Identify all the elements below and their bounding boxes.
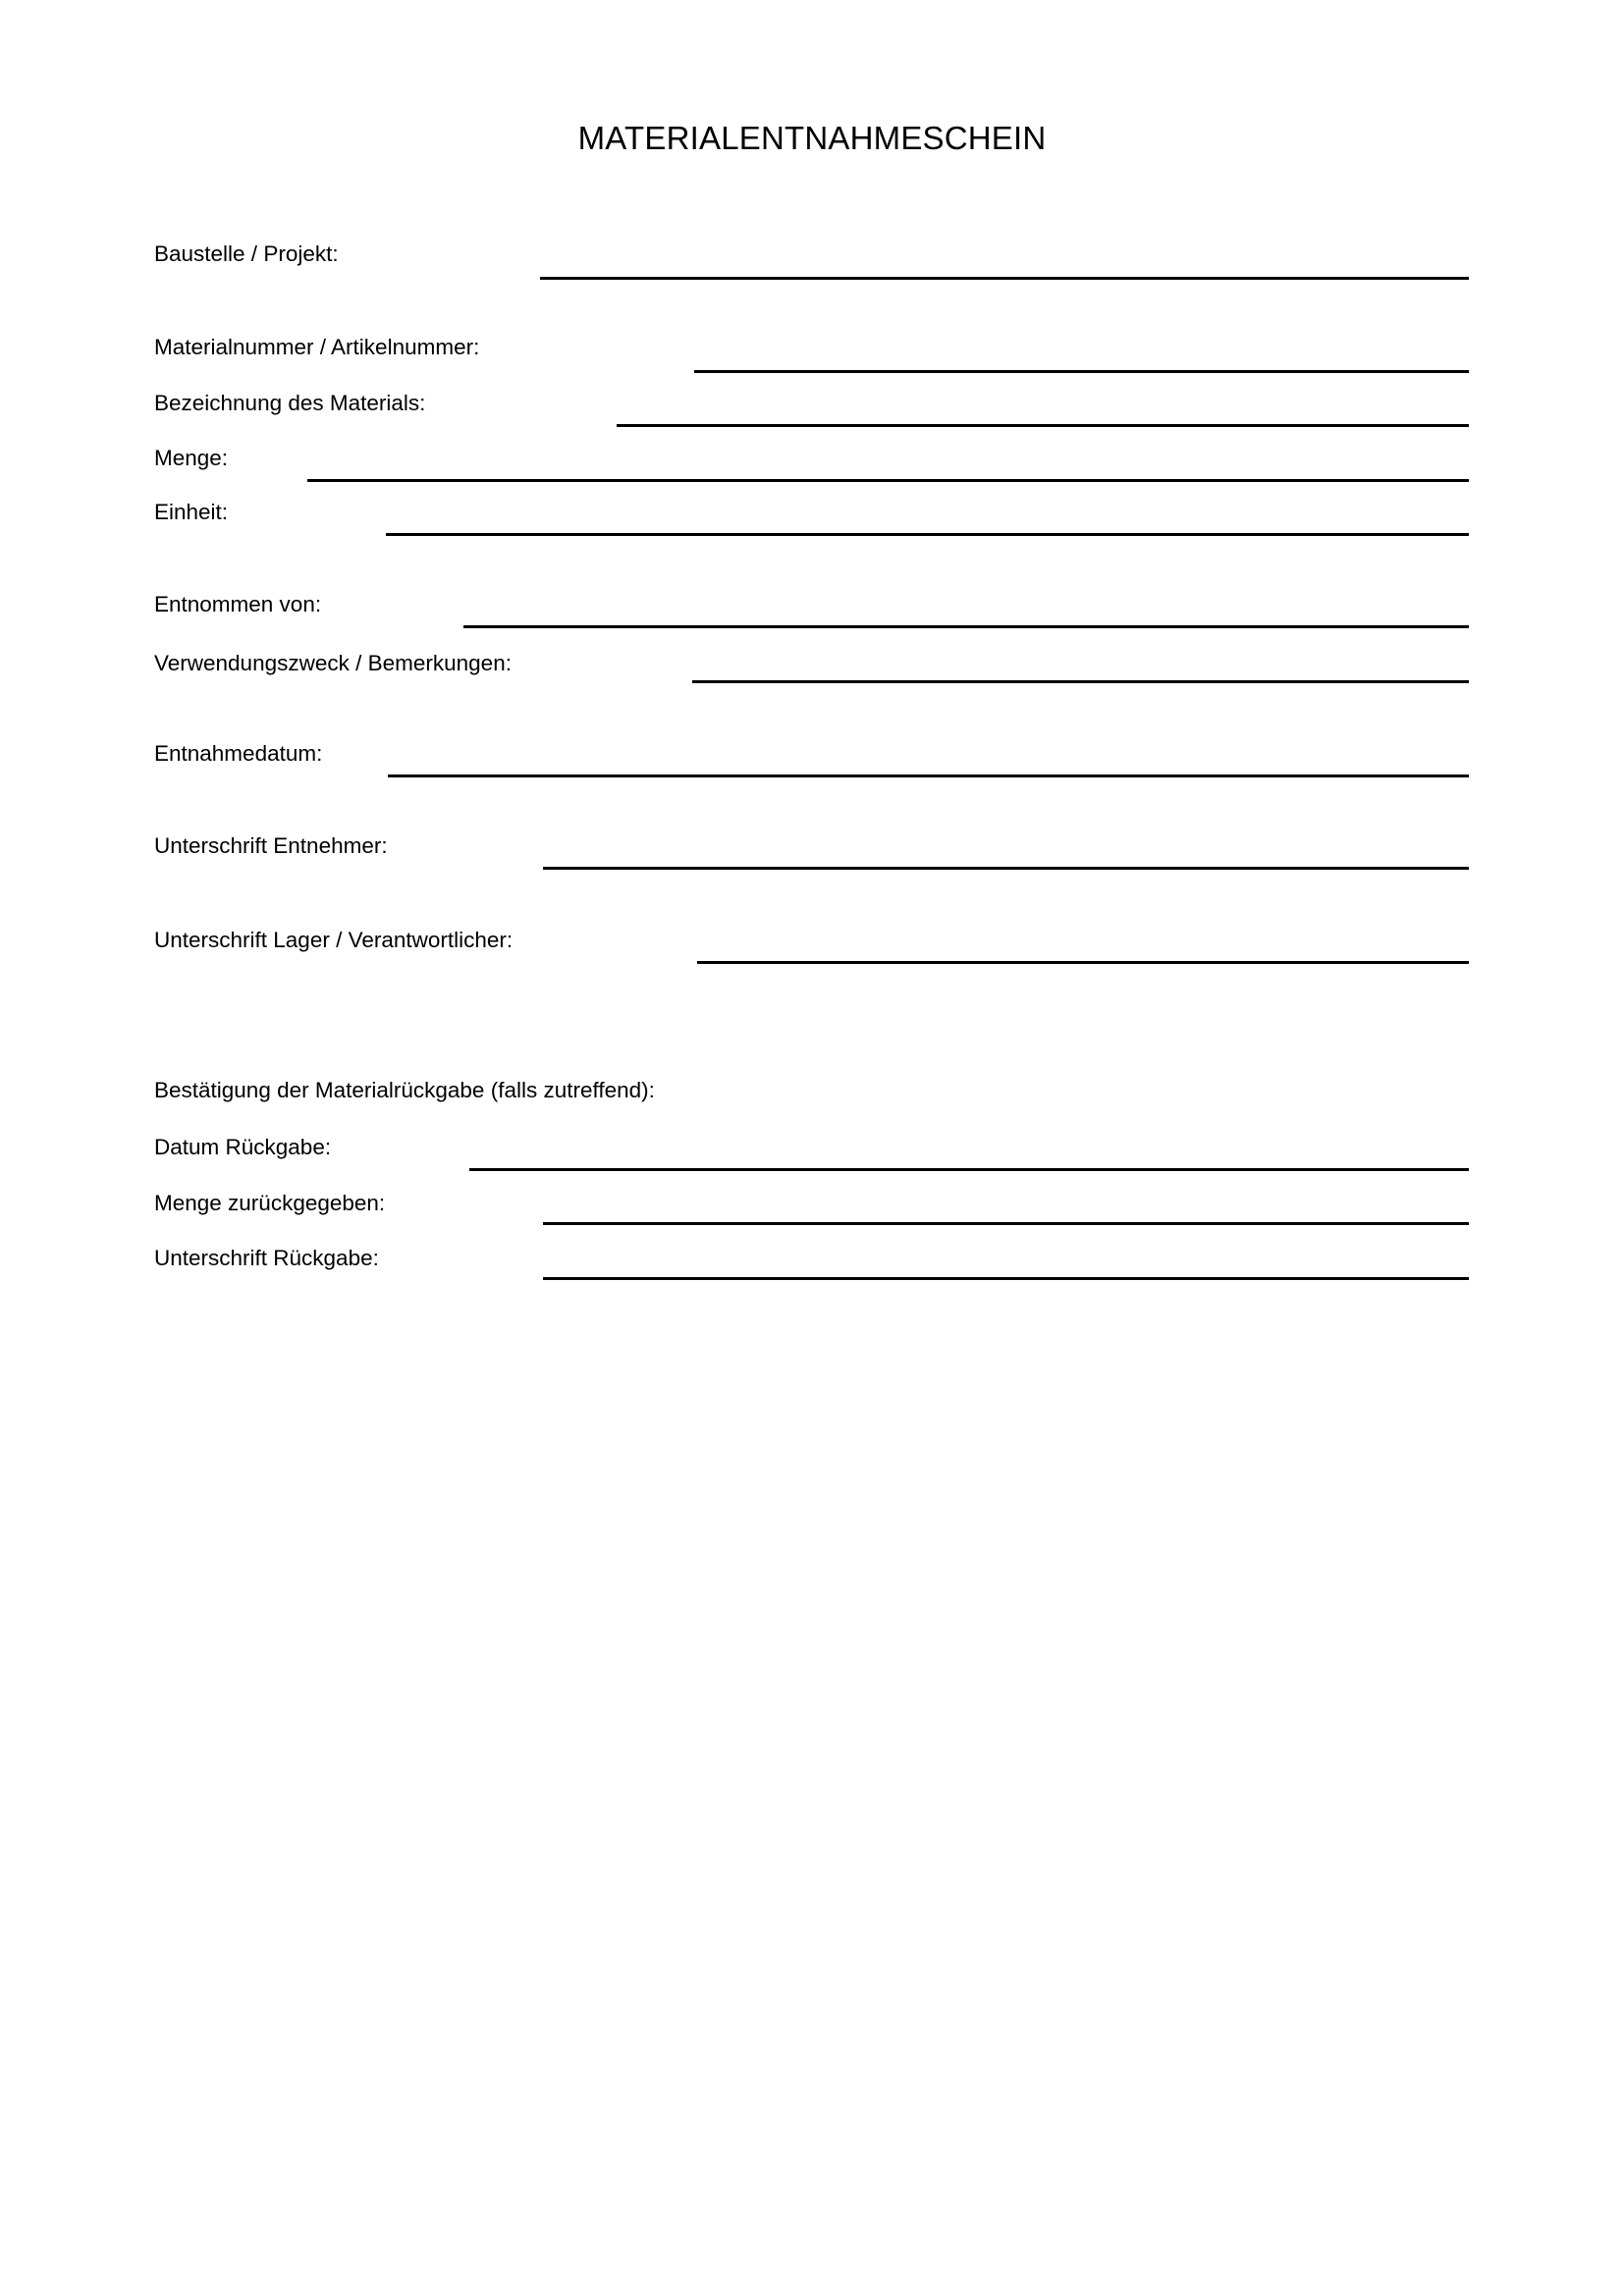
field-label-menge: Menge:: [154, 446, 229, 470]
field-label-unterschrift_rueckgabe: Unterschrift Rückgabe:: [154, 1246, 379, 1270]
field-input-entnommen_von[interactable]: [463, 625, 1469, 628]
field-input-unterschrift_entnehmer[interactable]: [543, 867, 1469, 870]
field-label-menge_zurueckgegeben: Menge zurückgegeben:: [154, 1191, 386, 1215]
field-input-materialnummer_artikelnummer[interactable]: [694, 370, 1469, 373]
field-input-unterschrift_rueckgabe[interactable]: [543, 1277, 1469, 1280]
field-label-baustelle_projekt: Baustelle / Projekt:: [154, 241, 339, 266]
field-input-bezeichnung_des_materials[interactable]: [617, 424, 1469, 427]
field-input-unterschrift_lager_verantwortlicher[interactable]: [697, 961, 1469, 964]
field-label-verwendungszweck_bemerkungen: Verwendungszweck / Bemerkungen:: [154, 651, 512, 675]
page-title: MATERIALENTNAHMESCHEIN: [577, 120, 1047, 156]
field-input-einheit[interactable]: [386, 533, 1469, 536]
field-input-verwendungszweck_bemerkungen[interactable]: [692, 680, 1469, 683]
field-input-baustelle_projekt[interactable]: [540, 277, 1469, 280]
field-label-entnommen_von: Entnommen von:: [154, 592, 322, 616]
field-label-einheit: Einheit:: [154, 500, 229, 524]
field-input-entnahmedatum[interactable]: [388, 774, 1469, 777]
field-label-bezeichnung_des_materials: Bezeichnung des Materials:: [154, 391, 426, 415]
section-heading-rueckgabe: Bestätigung der Materialrückgabe (falls zutreffend):: [154, 1078, 655, 1102]
field-label-entnahmedatum: Entnahmedatum:: [154, 741, 323, 766]
field-label-materialnummer_artikelnummer: Materialnummer / Artikelnummer:: [154, 335, 480, 359]
field-label-unterschrift_entnehmer: Unterschrift Entnehmer:: [154, 833, 388, 858]
field-input-menge_zurueckgegeben[interactable]: [543, 1222, 1469, 1225]
field-label-datum_rueckgabe: Datum Rückgabe:: [154, 1135, 332, 1159]
field-input-datum_rueckgabe[interactable]: [469, 1168, 1469, 1171]
field-label-unterschrift_lager_verantwortlicher: Unterschrift Lager / Verantwortlicher:: [154, 928, 514, 952]
field-input-menge[interactable]: [307, 479, 1469, 482]
